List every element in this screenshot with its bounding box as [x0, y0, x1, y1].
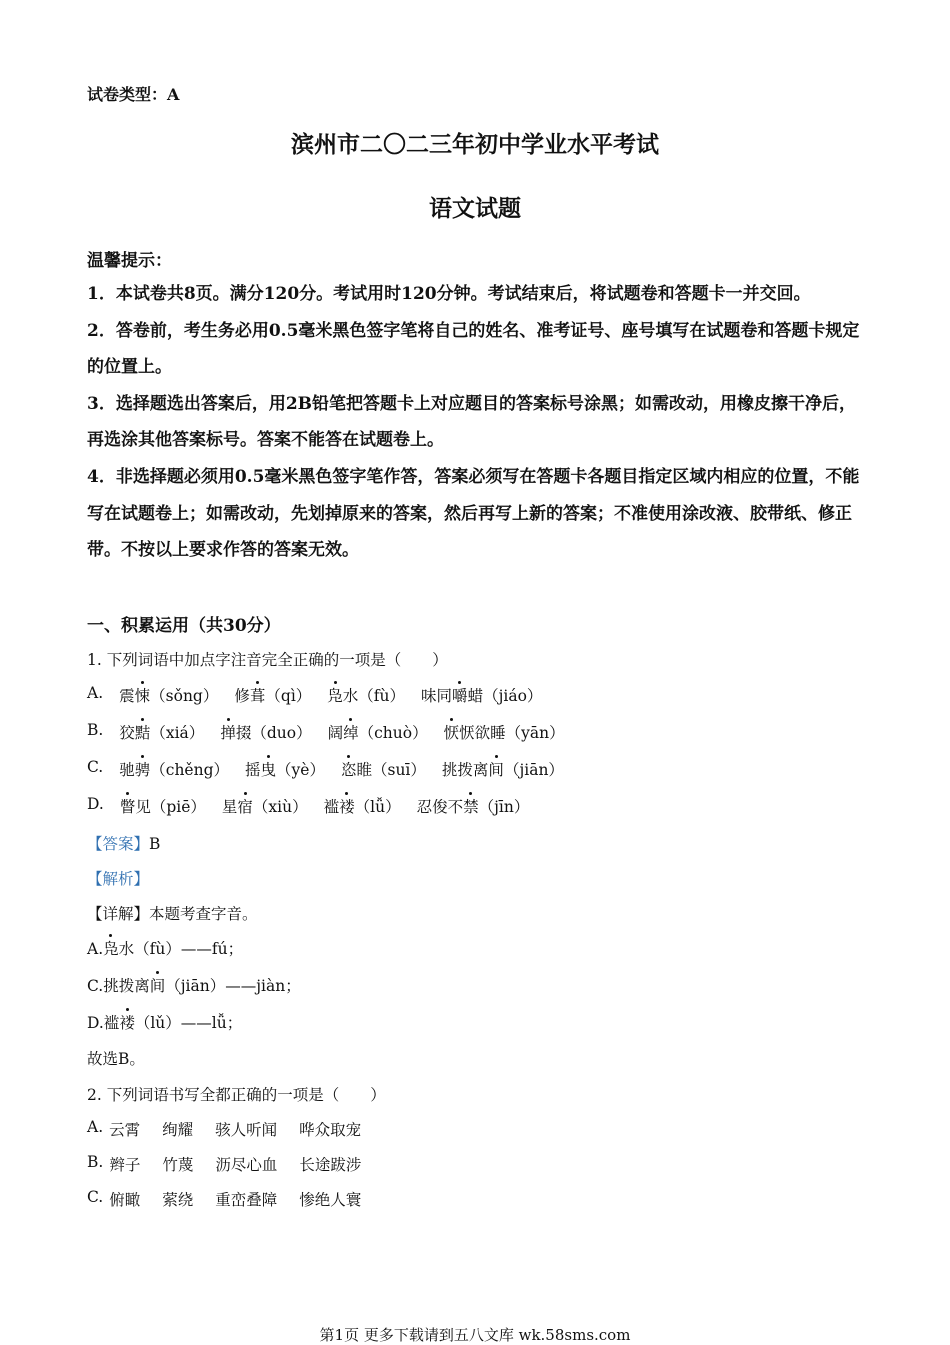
option-word: 长途跋涉	[299, 1156, 362, 1174]
question-1-option-b	[87, 721, 565, 743]
question-2-stem: 2. 下列词语书写全都正确的一项是（ ）	[87, 1086, 386, 1104]
question-2-option-c	[87, 1188, 383, 1210]
section-heading: 一、积累运用（共30分）	[87, 616, 281, 636]
option-word: 俯瞰	[109, 1191, 141, 1209]
option-item: 狡黠（xiá）	[119, 721, 204, 743]
notice-heading: 温馨提示：	[87, 251, 172, 271]
conclusion: 故选B。	[87, 1050, 145, 1068]
detail-tag: 【详解】	[87, 905, 150, 923]
page-subtitle: 语文试题	[429, 195, 521, 222]
dotted-char: 褛	[119, 1011, 135, 1033]
question-2-option-b	[87, 1153, 383, 1175]
option-item: 味同嚼蜡（jiáo）	[421, 684, 542, 706]
option-word: 云霄	[109, 1121, 141, 1139]
option-label: C.	[87, 758, 104, 776]
dotted-char: 悚	[135, 684, 151, 706]
dotted-char: 禁	[463, 795, 479, 817]
option-word: 哗众取宠	[299, 1121, 362, 1139]
dotted-char: 间	[488, 758, 504, 780]
dotted-char: 宿	[237, 795, 253, 817]
dotted-char: 凫	[327, 684, 343, 706]
option-item: 恹恹欲睡（yān）	[444, 721, 565, 743]
dotted-char: 瞥	[120, 795, 136, 817]
question-1-option-c	[87, 758, 564, 780]
analysis-tag: 【解析】	[87, 870, 150, 888]
option-label: A.	[87, 684, 104, 702]
question-1-option-d	[87, 795, 529, 817]
dotted-char: 恹	[444, 721, 460, 743]
correction-line: A.凫水（fù）——fú；	[87, 937, 243, 959]
dotted-char: 骋	[135, 758, 151, 780]
dotted-char: 曳	[261, 758, 277, 780]
option-word: 绚耀	[162, 1121, 194, 1139]
page-footer: 第1页 更多下载请到五八文库 wk.58sms.com	[319, 1326, 631, 1344]
notice-item: 2．答卷前，考生务必用0.5毫米黑色签字笔将自己的姓名、准考证号、座号填写在试题卷和答题卡规定的位置上。	[87, 320, 860, 378]
dotted-char: 葺	[250, 684, 266, 706]
option-item: 修葺（qì）	[234, 684, 311, 706]
dotted-char: 黠	[135, 721, 151, 743]
dotted-char: 凫	[103, 937, 119, 959]
option-item: 驰骋（chěng）	[119, 758, 229, 780]
answer-tag: 【答案】	[87, 835, 150, 853]
paper-type: 试卷类型：A	[87, 85, 180, 104]
dotted-char: 间	[150, 974, 166, 996]
dotted-char: 掸	[220, 721, 236, 743]
option-word: 惨绝人寰	[299, 1191, 362, 1209]
option-word: 沥尽心血	[215, 1156, 278, 1174]
notice-item: 4．非选择题必须用0.5毫米黑色签字笔作答，答案必须写在答题卡各题目指定区域内相应的位置，不能写在试题卷上；如需改动，先划掉原来的答案，然后再写上新的答案；不准使用涂改液、胶带纸、修正带。不按以上要求作答的答案无效。	[87, 466, 860, 561]
option-item: 褴褛（lǚ）	[324, 795, 401, 817]
option-item: 摇曳（yè）	[245, 758, 325, 780]
notice-list	[87, 276, 863, 569]
option-word: 竹蔑	[162, 1156, 194, 1174]
option-label: A.	[87, 1118, 104, 1136]
option-item: 恣睢（suī）	[341, 758, 426, 780]
question-1-stem: 1. 下列词语中加点字注音完全正确的一项是（ ）	[87, 651, 448, 669]
option-label: C.	[87, 1188, 104, 1206]
option-word: 辫子	[109, 1156, 141, 1174]
notice-item: 1．本试卷共8页。满分120分。考试用时120分钟。考试结束后，将试题卷和答题卡一并交回。	[87, 284, 811, 304]
dotted-char: 嚼	[452, 684, 468, 706]
option-label: B.	[87, 721, 104, 739]
detail-intro: 本题考查字音。	[149, 905, 258, 923]
option-word: 重峦叠障	[215, 1191, 278, 1209]
dotted-char: 恣	[341, 758, 357, 780]
correction-line: D.褴褛（lǔ）——lǚ；	[87, 1011, 242, 1033]
option-label: B.	[87, 1153, 104, 1171]
option-item: 掸掇（duo）	[220, 721, 311, 743]
option-item: 震悚（sǒng）	[119, 684, 218, 706]
option-label: D.	[87, 795, 104, 813]
detail-line	[87, 902, 258, 924]
option-item: 忍俊不禁（jīn）	[417, 795, 530, 817]
page-title: 滨州市二〇二三年初中学业水平考试	[291, 131, 659, 158]
dotted-char: 褛	[339, 795, 355, 817]
dotted-char: 绰	[343, 721, 359, 743]
question-1-option-a	[87, 684, 542, 706]
option-item: 瞥见（piē）	[120, 795, 206, 817]
correction-line: C.挑拨离间（jiān）——jiàn；	[87, 974, 301, 996]
answer-value: B	[149, 835, 161, 853]
answer-line	[87, 832, 160, 854]
option-word: 骇人听闻	[215, 1121, 278, 1139]
option-item: 凫水（fù）	[327, 684, 405, 706]
option-item: 星宿（xiù）	[222, 795, 308, 817]
option-item: 挑拨离间（jiān）	[442, 758, 564, 780]
option-item: 阔绰（chuò）	[328, 721, 428, 743]
option-word: 萦绕	[162, 1191, 194, 1209]
question-2-option-a	[87, 1118, 383, 1140]
notice-item: 3．选择题选出答案后，用2B铅笔把答题卡上对应题目的答案标号涂黑；如需改动，用橡皮擦干净后，再选涂其他答案标号。答案不能答在试题卷上。	[87, 393, 857, 451]
